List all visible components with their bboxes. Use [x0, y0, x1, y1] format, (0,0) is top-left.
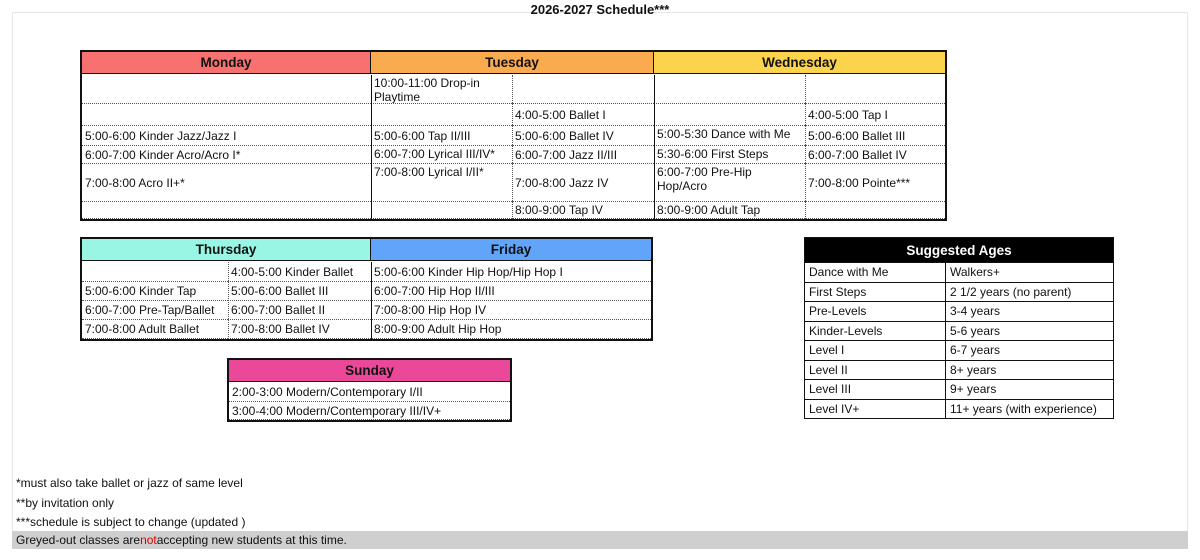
ages-age-cell: 8+ years	[950, 362, 997, 377]
schedule-cell	[805, 202, 945, 219]
schedule-cell: 3:00-4:00 Modern/Contemporary III/IV+	[229, 402, 510, 420]
schedule-cell: 4:00-5:00 Tap I	[805, 104, 945, 126]
schedule-cell	[512, 75, 654, 104]
header-monday: Monday	[82, 52, 371, 74]
column-divider	[228, 262, 229, 339]
ages-class-cell: Pre-Levels	[805, 302, 946, 321]
schedule-cell: 2:00-3:00 Modern/Contemporary I/II	[229, 383, 510, 402]
note-ballet-jazz: *must also take ballet or jazz of same level	[16, 476, 243, 490]
ages-row	[805, 360, 1113, 380]
footer-text-post: accepting new students at this time.	[156, 533, 347, 547]
column-divider	[805, 75, 806, 219]
schedule-cell	[654, 104, 805, 126]
column-divider	[371, 75, 372, 219]
schedule-cell: 6:00-7:00 Jazz II/III	[512, 146, 654, 164]
schedule-cell	[82, 202, 371, 219]
page-title: 2026-2027 Schedule***	[530, 2, 670, 17]
schedule-cell: 6:00-7:00 Kinder Acro/Acro I*	[82, 146, 371, 164]
ages-row	[805, 301, 1113, 321]
header-sunday: Sunday	[229, 360, 510, 382]
suggested-ages-header: Suggested Ages	[805, 238, 1113, 262]
schedule-cell: 7:00-8:00 Hip Hop IV	[371, 301, 651, 320]
schedule-cell: 5:30-6:00 First Steps	[654, 146, 805, 164]
schedule-cell: 7:00-8:00 Pointe***	[805, 164, 945, 202]
ages-class-cell: Level IV+	[805, 400, 946, 419]
ages-age-cell: 11+ years (with experience)	[950, 401, 1097, 416]
ages-row	[805, 321, 1113, 341]
header-tuesday: Tuesday	[371, 52, 654, 74]
ages-age-cell: 5-6 years	[950, 323, 1001, 338]
ages-class-cell: Kinder-Levels	[805, 322, 946, 341]
schedule-cell: 6:00-7:00 Hip Hop II/III	[371, 282, 651, 301]
ages-class-cell: First Steps	[805, 283, 946, 302]
ages-age-cell: 3-4 years	[950, 304, 1001, 319]
ages-age-cell: Walkers+	[950, 265, 1000, 280]
ages-row	[805, 262, 1113, 282]
schedule-cell	[371, 202, 512, 219]
suggested-ages-table	[804, 237, 1114, 419]
ages-class-cell: Level III	[805, 380, 946, 399]
column-divider	[654, 75, 655, 219]
schedule-cell: 7:00-8:00 Lyrical I/II*	[371, 164, 512, 202]
footer-greyed-note	[12, 531, 1188, 549]
schedule-cell: 7:00-8:00 Ballet IV	[228, 320, 371, 339]
schedule-cell: 5:00-6:00 Ballet IV	[512, 126, 654, 146]
schedule-cell: 5:00-6:00 Ballet III	[228, 282, 371, 301]
schedule-cell: 6:00-7:00 Ballet IV	[805, 146, 945, 164]
ages-class-cell: Dance with Me	[805, 263, 946, 282]
schedule-cell: 5:00-6:00 Ballet III	[805, 126, 945, 146]
schedule-cell: 5:00-6:00 Tap II/III	[371, 126, 512, 146]
schedule-table-mon-tue-wed	[80, 50, 947, 221]
schedule-cell: 4:00-5:00 Kinder Ballet	[228, 262, 371, 282]
ages-age-cell: 2 1/2 years (no parent)	[950, 284, 1072, 299]
schedule-cell: 8:00-9:00 Tap IV	[512, 202, 654, 219]
note-schedule-change: ***schedule is subject to change (updated )	[16, 515, 246, 529]
schedule-cell: 8:00-9:00 Adult Tap	[654, 202, 805, 219]
ages-class-cell: Level I	[805, 341, 946, 360]
schedule-cell: 5:00-6:00 Kinder Jazz/Jazz I	[82, 126, 371, 146]
schedule-cell	[82, 262, 228, 282]
ages-row	[805, 282, 1113, 302]
header-thursday: Thursday	[82, 239, 371, 261]
schedule-cell: 4:00-5:00 Ballet I	[512, 104, 654, 126]
schedule-cell	[82, 104, 371, 126]
schedule-cell: 7:00-8:00 Jazz IV	[512, 164, 654, 202]
footer-text-pre: Greyed-out classes are	[16, 533, 141, 547]
schedule-cell: 6:00-7:00 Ballet II	[228, 301, 371, 320]
schedule-cell: 7:00-8:00 Adult Ballet	[82, 320, 228, 339]
header-friday: Friday	[371, 239, 651, 261]
schedule-cell	[805, 75, 945, 104]
ages-row	[805, 399, 1113, 419]
schedule-cell	[654, 75, 805, 104]
schedule-table-sunday	[227, 358, 512, 422]
ages-row	[805, 340, 1113, 360]
schedule-cell: 5:00-5:30 Dance with Me	[654, 126, 805, 146]
column-divider	[512, 75, 513, 219]
schedule-cell	[82, 75, 371, 104]
note-invitation: **by invitation only	[16, 496, 115, 510]
schedule-table-thu-fri	[80, 237, 653, 341]
schedule-cell: 5:00-6:00 Kinder Tap	[82, 282, 228, 301]
schedule-cell: 7:00-8:00 Acro II+*	[82, 164, 371, 202]
column-divider	[371, 262, 372, 339]
ages-class-cell: Level II	[805, 361, 946, 380]
schedule-cell: 6:00-7:00 Lyrical III/IV*	[371, 146, 512, 164]
ages-age-cell: 9+ years	[950, 382, 997, 397]
schedule-cell: 6:00-7:00 Pre-Hip Hop/Acro	[654, 164, 805, 202]
ages-row	[805, 379, 1113, 399]
schedule-cell: 6:00-7:00 Pre-Tap/Ballet	[82, 301, 228, 320]
schedule-cell	[371, 104, 512, 126]
schedule-cell: 8:00-9:00 Adult Hip Hop	[371, 320, 651, 339]
schedule-cell: 5:00-6:00 Kinder Hip Hop/Hip Hop I	[371, 262, 651, 282]
footer-text-not: not	[140, 533, 157, 547]
schedule-cell: 10:00-11:00 Drop-in Playtime	[371, 75, 512, 104]
ages-age-cell: 6-7 years	[950, 343, 1001, 358]
header-wednesday: Wednesday	[654, 52, 945, 74]
